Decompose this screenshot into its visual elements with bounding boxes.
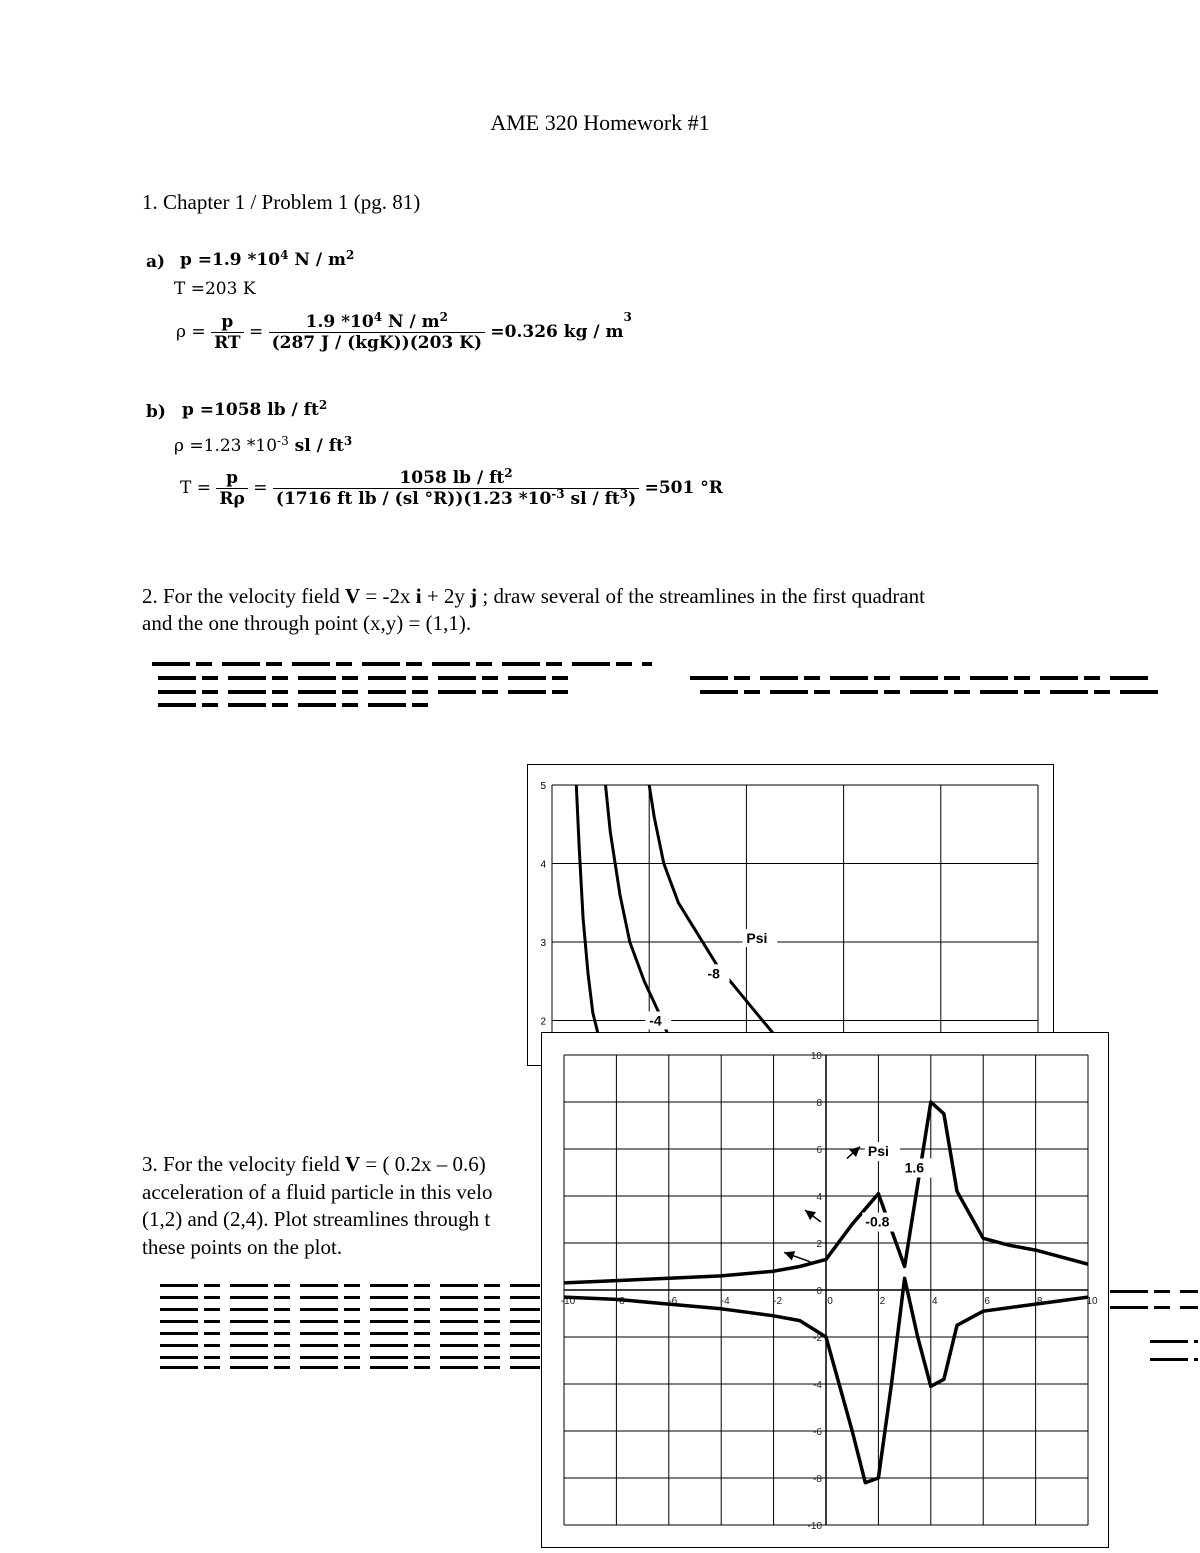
p3-text-b: = ( 0.2x – 0.6) — [360, 1152, 486, 1176]
x-tick-label: 6 — [984, 1296, 990, 1307]
garbled-equation-strip — [700, 690, 1160, 694]
x-tick-label: -10 — [560, 1296, 576, 1307]
y-tick-label: -6 — [813, 1427, 822, 1438]
problem1-heading: 1. Chapter 1 / Problem 1 (pg. 81) — [142, 190, 421, 214]
garbled-equation-strip — [160, 1344, 540, 1347]
p2-vec-V: V — [344, 584, 361, 608]
x-tick-label: -2 — [773, 1296, 783, 1307]
p2-text-c: + 2y — [421, 584, 471, 608]
p1b-label: b) — [146, 402, 166, 422]
y-tick-label: 2 — [540, 1016, 546, 1028]
p1a-rho-lhs: ρ = — [176, 322, 206, 342]
p1b-frac2-den-exp2: 3 — [619, 487, 629, 501]
garbled-equation-strip — [160, 1356, 540, 1359]
garbled-equation-strip — [1110, 1290, 1198, 1293]
p3-text-a: 3. For the velocity field — [142, 1152, 345, 1176]
p1a-pressure — [180, 250, 354, 270]
garbled-equation-strip — [160, 1308, 540, 1311]
page-title: AME 320 Homework #1 — [490, 110, 710, 135]
y-tick-label: 4 — [816, 1192, 822, 1203]
y-tick-label: -8 — [813, 1474, 822, 1485]
p1a-result: =0.326 kg / m — [490, 322, 624, 342]
p1b-rho-unit-exp: 3 — [343, 434, 353, 448]
p1a-label: a) — [146, 252, 166, 272]
label-psi-minus-8: -8 — [707, 965, 720, 982]
p2-text-d: ; draw several of the streamlines in the first quadrant — [477, 584, 926, 608]
garbled-equation-strip — [158, 676, 578, 680]
p1a-density-equation — [176, 312, 632, 353]
p1b-result: =501 °R — [644, 478, 723, 498]
p2-vec-j: j — [470, 584, 478, 608]
p1b-pressure — [182, 400, 327, 420]
p1b-frac2-num: 1058 lb / ft — [399, 468, 505, 488]
x-tick-label: -8 — [615, 1296, 625, 1307]
garbled-equation-strip — [690, 676, 1150, 680]
garbled-equation-strip — [1110, 1306, 1198, 1309]
problem3-line2: acceleration of a fluid particle in this velo — [142, 1180, 493, 1204]
y-tick-label: -4 — [813, 1380, 822, 1391]
p1b-frac1-num: p — [216, 468, 247, 489]
p1b-T-lhs: T = — [180, 478, 211, 498]
problem2-line1 — [142, 584, 925, 609]
p1b-frac2-den-c: ) — [628, 489, 637, 509]
p2-text-a: 2. For the velocity field — [142, 584, 345, 608]
p1b-density — [174, 436, 352, 456]
p1a-p-unit-exp: 2 — [345, 248, 355, 262]
p1a-frac2-num-unit: N / m — [382, 312, 440, 332]
y-tick-label: 10 — [810, 1051, 822, 1062]
p1b-frac2-num-exp: 2 — [504, 466, 513, 480]
p1a-p-text: p =1.9 *10 — [180, 250, 281, 270]
p1a-temperature: T =203 K — [174, 279, 256, 299]
x-tick-label: 10 — [1086, 1296, 1098, 1307]
p1b-p-exp: 2 — [318, 398, 328, 412]
streamline-chart-2 — [541, 1032, 1109, 1548]
label-psi-minus-4: -4 — [649, 1012, 662, 1029]
p1a-frac2-num-exp: 4 — [373, 310, 383, 324]
label-psi-1-6: 1.6 — [904, 1159, 925, 1176]
y-tick-label: 6 — [816, 1145, 822, 1156]
p1a-frac2-num: 1.9 *10 — [305, 312, 374, 332]
garbled-equation-strip — [1150, 1340, 1198, 1343]
label-psi: Psi — [867, 1143, 889, 1160]
x-tick-label: 2 — [879, 1296, 886, 1307]
y-tick-label: 4 — [540, 859, 546, 871]
p1b-frac2 — [273, 468, 639, 509]
x-tick-label: 4 — [932, 1296, 938, 1307]
problem2-line2: and the one through point (x,y) = (1,1). — [142, 611, 472, 635]
p1a-result-exp: 3 — [623, 310, 632, 324]
p1a-frac1-den: RT — [214, 333, 241, 353]
garbled-equation-strip — [160, 1332, 540, 1335]
y-tick-label: 8 — [816, 1098, 822, 1109]
p2-text-b: = -2x — [360, 584, 416, 608]
garbled-equation-strip — [1150, 1358, 1198, 1361]
flow-arrowhead — [805, 1210, 816, 1220]
label-psi: Psi — [746, 930, 768, 946]
y-tick-label: 2 — [816, 1239, 822, 1250]
problem3-line4: these points on the plot. — [142, 1235, 343, 1259]
p1a-eq-sign: = — [248, 322, 264, 342]
streamline-series — [576, 785, 600, 1044]
p1a-p-unit: N / m — [288, 250, 346, 270]
y-tick-label: 0 — [816, 1286, 822, 1297]
p1b-frac2-den-a: (1716 ft lb / (sl °R))(1.23 *10 — [275, 489, 552, 509]
p1b-rho-exp: -3 — [277, 434, 289, 448]
p1b-frac2-den-b: sl / ft — [564, 489, 620, 509]
problem3-line3: (1,2) and (2,4). Plot streamlines through t — [142, 1207, 491, 1231]
p1a-frac2-num-unit-exp: 2 — [439, 310, 448, 324]
garbled-equation-strip — [160, 1320, 540, 1323]
x-tick-label: 8 — [1036, 1296, 1043, 1307]
p1b-rho-unit: sl / ft — [288, 436, 344, 456]
x-tick-label: -4 — [720, 1296, 730, 1307]
p1a-p-exp: 4 — [280, 248, 289, 262]
p1b-temperature-equation — [180, 468, 723, 509]
streamline-chart-1-svg — [528, 765, 1053, 1065]
p1b-frac1 — [216, 468, 247, 509]
y-tick-label: -10 — [807, 1521, 822, 1532]
p1b-frac2-den-exp: -3 — [551, 487, 565, 501]
p1b-eq-sign: = — [253, 478, 268, 498]
label-psi-minus-0-8: -0.8 — [865, 1213, 890, 1230]
streamline-series — [649, 785, 775, 1036]
streamline-series — [606, 785, 669, 1036]
garbled-equation-strip — [158, 690, 578, 694]
garbled-equation-strip — [160, 1296, 540, 1299]
p2-vec-i: i — [415, 584, 422, 608]
garbled-equation-strip — [158, 703, 428, 707]
garbled-equation-strip — [152, 662, 652, 666]
x-tick-label: -6 — [668, 1296, 678, 1307]
streamline-chart-2-svg — [542, 1033, 1108, 1547]
p1b-p-text: p =1058 lb / ft — [182, 400, 319, 420]
p1b-rho-text: ρ =1.23 *10 — [174, 436, 278, 456]
p3-vec-V: V — [344, 1152, 361, 1176]
garbled-equation-strip — [160, 1284, 540, 1287]
x-tick-label: 0 — [827, 1296, 833, 1307]
problem3-line1 — [142, 1152, 486, 1177]
streamline-chart-1 — [527, 764, 1054, 1066]
p1a-frac1-num: p — [211, 312, 243, 333]
garbled-equation-strip — [160, 1366, 540, 1369]
y-tick-label: -2 — [813, 1333, 822, 1344]
p1a-frac2-den: (287 J / (kgK))(203 K) — [271, 333, 482, 353]
p1b-frac1-den: Rρ — [219, 489, 245, 509]
y-tick-label: 3 — [540, 938, 546, 949]
p1a-frac2 — [269, 312, 485, 353]
y-tick-label: 5 — [540, 781, 546, 792]
p1a-frac1 — [211, 312, 243, 353]
